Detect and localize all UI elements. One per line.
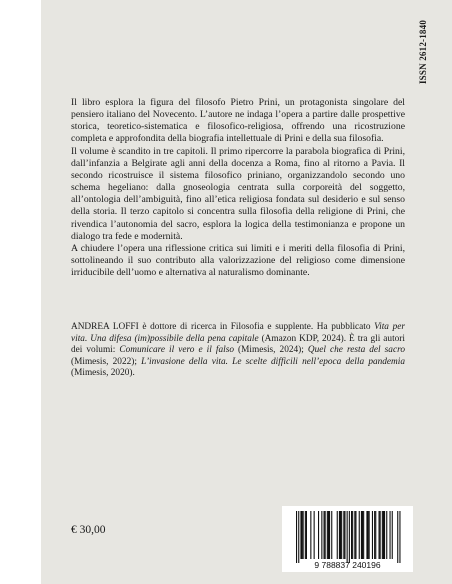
back-cover bbox=[41, 0, 452, 584]
barcode-bar bbox=[359, 511, 360, 559]
barcode-bar bbox=[302, 511, 303, 559]
barcode-bar bbox=[340, 511, 341, 559]
book-info-1: (Amazon KDP, 2024). È tra gli autori dei volumi: bbox=[71, 333, 405, 356]
barcode-bar bbox=[363, 511, 364, 559]
barcode-bar bbox=[383, 511, 384, 559]
barcode-bar bbox=[306, 511, 307, 559]
barcode-bar bbox=[351, 511, 352, 559]
book-title-2: Comunicare il vero e il falso bbox=[119, 345, 234, 356]
barcode-bar bbox=[298, 511, 299, 563]
barcode-bar bbox=[321, 511, 322, 559]
barcode-bar bbox=[339, 511, 340, 559]
barcode-bar bbox=[375, 511, 376, 559]
isbn-barcode bbox=[282, 506, 413, 572]
barcode-bar bbox=[355, 511, 356, 559]
barcode-bar bbox=[300, 511, 301, 559]
barcode-bar bbox=[361, 511, 362, 559]
issn-text: ISSN 2612-1840 bbox=[418, 19, 428, 85]
barcode-bar bbox=[314, 511, 315, 559]
barcode-bar bbox=[369, 511, 370, 559]
author-bio-intro: ANDREA LOFFI è dottore di ricerca in Filosofia e supplente. Ha pubblicato bbox=[71, 322, 375, 332]
barcode-bar bbox=[296, 511, 297, 563]
barcode-bar bbox=[368, 511, 369, 559]
barcode-bar bbox=[366, 511, 367, 559]
barcode-bars bbox=[296, 511, 401, 563]
barcode-bar bbox=[328, 511, 329, 559]
barcode-bar bbox=[324, 511, 325, 559]
barcode-bar bbox=[303, 511, 304, 559]
book-description bbox=[71, 97, 405, 279]
book-info-4: (Mimesis, 2020). bbox=[71, 368, 135, 379]
barcode-bar bbox=[386, 511, 387, 559]
barcode-bar bbox=[399, 511, 400, 563]
barcode-bar bbox=[352, 511, 353, 559]
barcode-bar bbox=[310, 511, 311, 559]
author-bio bbox=[71, 322, 405, 380]
description-paragraph-2: Il volume è scandito in tre capitoli. Il primo ripercorre la parabola biografica di Prini, dall’infanzia a Belgirate agli anni della docenza a Roma, fino al ritorno a Pavia. Il secondo ricostruisce il sistema filosofico priniano, organizzandolo secondo uno schema hegeliano: dalla gnoseologia centrata sulla corporeità del soggetto, all’ontologia dell’ambiguità, fino all’etica religiosa fondata sul desiderio e sul senso della storia. Il terzo capitolo si concentra sulla filosofia della religione di Prini, che rivendica l’autonomia del sacro, esplora la logica della testimonianza e propone un dialogo tra fede e modernità. bbox=[71, 145, 405, 242]
barcode-bar bbox=[392, 511, 393, 559]
barcode-bar bbox=[318, 511, 319, 559]
issn-label bbox=[413, 10, 433, 95]
barcode-graphic bbox=[282, 506, 413, 572]
barcode-bar bbox=[384, 511, 385, 559]
barcode-bar bbox=[337, 511, 338, 559]
barcode-bar bbox=[344, 511, 345, 559]
barcode-bar bbox=[343, 511, 344, 559]
barcode-bar bbox=[390, 511, 391, 559]
barcode-bar bbox=[349, 511, 350, 563]
book-title-1: Vita per vita. Una difesa (im)possibile della pena capitale bbox=[71, 322, 405, 344]
barcode-bar bbox=[362, 511, 363, 559]
barcode-bar bbox=[331, 511, 332, 559]
barcode-bar bbox=[347, 511, 348, 563]
barcode-bar bbox=[341, 511, 342, 559]
barcode-bar bbox=[382, 511, 383, 559]
barcode-bar bbox=[374, 511, 375, 559]
barcode-bar bbox=[325, 511, 326, 559]
barcode-bar bbox=[354, 511, 355, 559]
barcode-bar bbox=[327, 511, 328, 559]
barcode-digits: 9 788837 240196 bbox=[314, 560, 381, 570]
barcode-bar bbox=[380, 511, 381, 559]
barcode-bar bbox=[379, 511, 380, 559]
book-info-2: (Mimesis, 2024); bbox=[234, 345, 308, 356]
description-paragraph-1: Il libro esplora la figura del filosofo Pietro Prini, un protagonista singolare del pensiero italiano del Novecento. L’autore ne indaga l’opera a partire dalle prospettive storica, teoretico-sistematica e filosofico-religiosa, offrendo una ricostruzione completa e approfondita della biografia intellettuale di Prini e della sua filosofia. bbox=[71, 97, 405, 145]
price: € 30,00 bbox=[71, 524, 106, 536]
book-title-4: L’invasione della vita. Le scelte difficili nell’epoca della pandemia bbox=[141, 356, 405, 367]
book-title-3: Quel che resta del sacro bbox=[307, 345, 405, 356]
barcode-bar bbox=[305, 511, 306, 559]
book-info-3: (Mimesis, 2022); bbox=[71, 356, 142, 367]
description-paragraph-3: A chiudere l’opera una riflessione critica sui limiti e i meriti della filosofia di Prini, sottolineando il suo contributo alla valorizzazione del religioso come dimensione irriducibile dell’uomo e alternativa al naturalismo dominante. bbox=[71, 242, 405, 279]
barcode-bar bbox=[397, 511, 398, 563]
barcode-bar bbox=[329, 511, 330, 559]
barcode-bar bbox=[372, 511, 373, 559]
